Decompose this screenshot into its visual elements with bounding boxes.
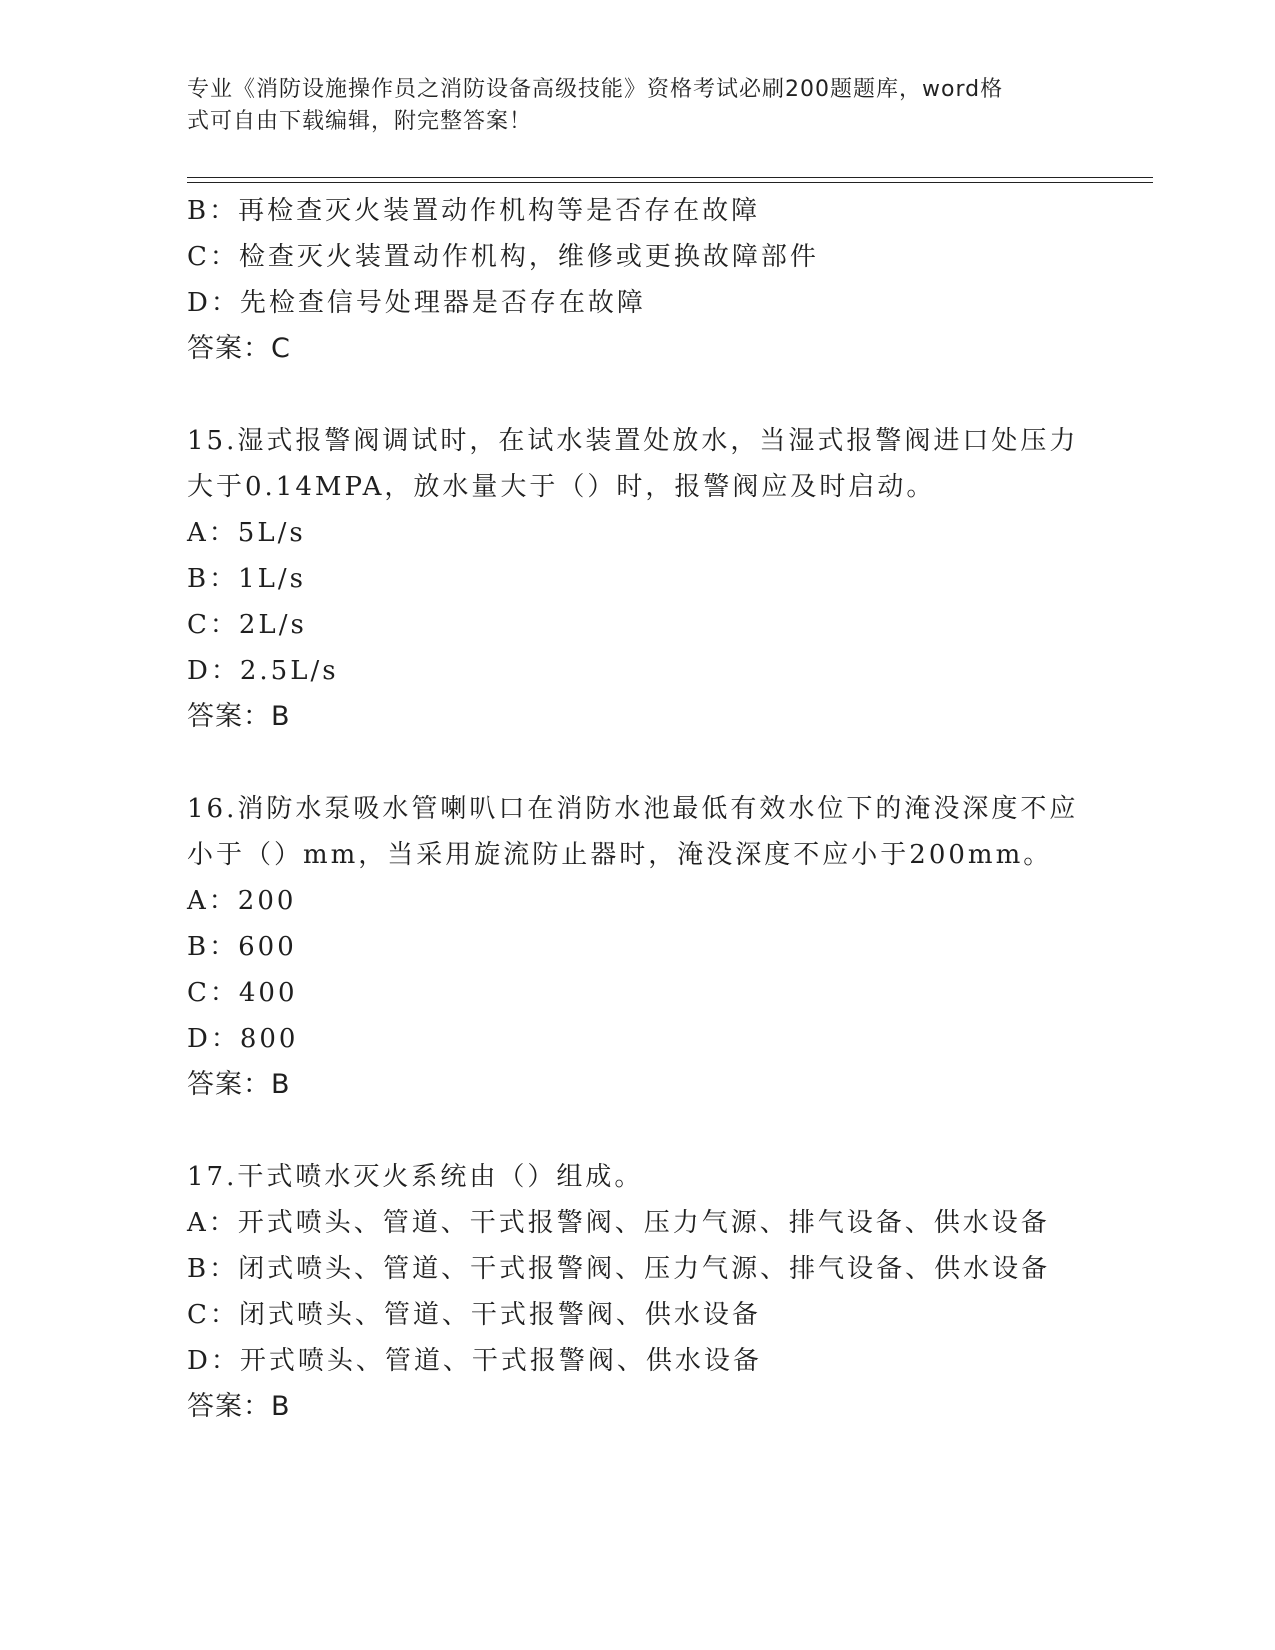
option-c: C：检查灭火装置动作机构，维修或更换故障部件 [187,242,819,272]
spacer [187,740,1087,786]
answer-line: 答案：B [187,1069,291,1100]
option-b: B：再检查灭火装置动作机构等是否存在故障 [187,196,761,226]
option-c: C：2L/s [187,610,307,640]
question-stem: 大于0.14MPA，放水量大于（）时，报警阀应及时启动。 [187,472,936,502]
question-stem: 16.消防水泵吸水管喇叭口在消防水池最低有效水位下的淹没深度不应 [187,794,1079,824]
option-c: C：400 [187,978,298,1008]
spacer [187,372,1087,418]
question-17 [187,1154,1087,1430]
option-d: D：先检查信号处理器是否存在故障 [187,288,646,318]
header-line-1: 专业《消防设施操作员之消防设备高级技能》资格考试必刷200题题库，word格 [187,77,1004,102]
option-a: A：200 [187,886,297,916]
option-d: D：800 [187,1024,299,1054]
option-b: B：600 [187,932,297,962]
option-d: D：2.5L/s [187,656,339,686]
option-b: B：闭式喷头、管道、干式报警阀、压力气源、排气设备、供水设备 [187,1254,1051,1284]
option-c: C：闭式喷头、管道、干式报警阀、供水设备 [187,1300,761,1330]
option-b: B：1L/s [187,564,307,594]
header-line-2: 式可自由下载编辑，附完整答案！ [187,109,533,134]
header-divider-bottom [187,182,1153,183]
header-divider-top [187,177,1153,178]
document-header [187,74,1067,138]
answer-line: 答案：C [187,333,291,364]
option-d: D：开式喷头、管道、干式报警阀、供水设备 [187,1346,762,1376]
question-14-continued [187,188,1087,372]
question-15 [187,418,1087,740]
option-a: A：开式喷头、管道、干式报警阀、压力气源、排气设备、供水设备 [187,1208,1050,1238]
option-a: A：5L/s [187,518,306,548]
question-16 [187,786,1087,1108]
question-stem: 17.干式喷水灭火系统由（）组成。 [187,1162,644,1192]
spacer [187,1108,1087,1154]
question-stem: 小于（）mm，当采用旋流防止器时，淹没深度不应小于200mm。 [187,840,1053,870]
question-list [187,188,1087,1430]
question-stem: 15.湿式报警阀调试时，在试水装置处放水，当湿式报警阀进口处压力 [187,426,1079,456]
answer-line: 答案：B [187,1391,291,1422]
answer-line: 答案：B [187,701,291,732]
